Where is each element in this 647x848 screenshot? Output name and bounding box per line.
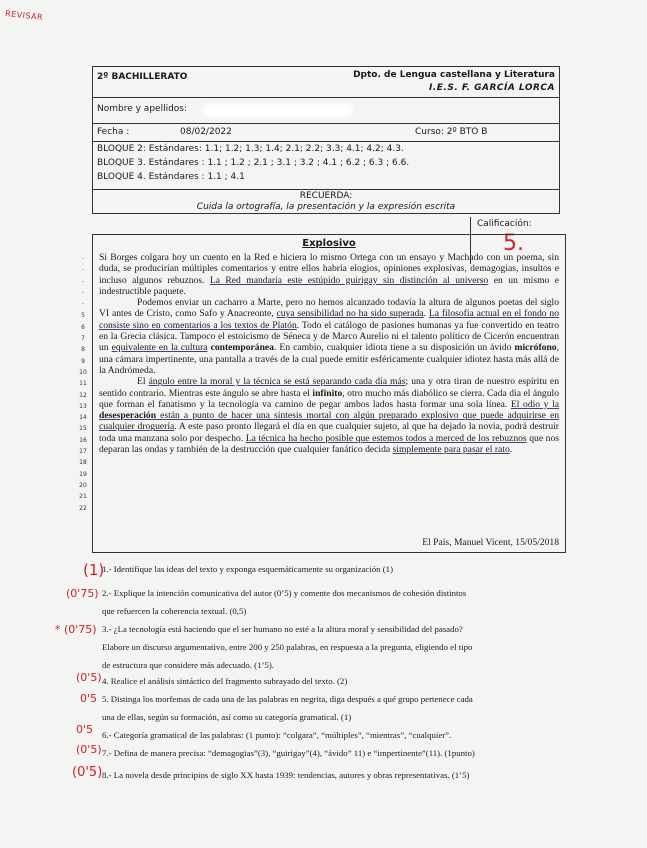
department-label: Dpto. de Lengua castellana y Literatura bbox=[353, 70, 555, 80]
question-text: 4. Realice el análisis sintáctico del fragmento subrayado del texto. (2) bbox=[102, 676, 348, 686]
question-text: 1.- Identifique las ideas del texto y exponga esquemáticamente su organización (1) bbox=[102, 564, 394, 574]
article-body bbox=[99, 252, 559, 455]
question-text-cont: una de ellas, según su formación, así como su categoría gramatical. (1) bbox=[102, 712, 352, 722]
score-mark: * (0'75) bbox=[55, 623, 97, 636]
question-text: 6.- Categoría gramatical de las palabras: (1 punto): “colgara”, “múltiples”, “mientras”, “cualquier”. bbox=[102, 730, 452, 740]
question-text: 3.- ¿La tecnología está haciendo que el ser humano no esté a la altura moral y sensibilidad del pasado? bbox=[102, 624, 463, 634]
margin-line-numbers: · · · · · 5 6 7 8 9 10 11 12 13 14 15 16 17 18 19 20 21 22 bbox=[79, 256, 87, 512]
header-row-course bbox=[93, 67, 559, 98]
course-label: 2º BACHILLERATO bbox=[97, 72, 188, 82]
article-box bbox=[92, 234, 566, 553]
article-paragraph: Podemos enviar un cacharro a Marte, pero no hemos alcanzado todavía la altura de algunos poetas del siglo VI antes de Cristo, como Safo y Anacreonte, cuya sensibilidad no ha sido superada. La filosofía actual en el fondo no consiste sino en comentarios a los textos de Platón. Todo el catálogo de pasiones humanas ya fue convertido en teatro en la Grecia clásica. Tampoco el estoicismo de Séneca y de Marco Aurelio ni el talento político de Cicerón encuentran un equivalente en la cultura contemporánea. En cambio, cualquier idiota tiene a su disposición un ávido micrófono, una cámara impertinente, una pantalla a través de la cual puede emitir esféricamente cualquier idiotez hasta más allá de la Andrómeda. bbox=[99, 297, 560, 376]
score-mark: (0'75) bbox=[66, 587, 99, 600]
question-item bbox=[102, 726, 570, 744]
question-item bbox=[102, 560, 570, 578]
date-value: 08/02/2022 bbox=[180, 127, 232, 137]
bloque3-text: BLOQUE 3. Estándares : 1.1 ; 1.2 ; 2.1 ; 3.1 ; 3.2 ; 4.1 ; 6.2 ; 6.3 ; 6.6. bbox=[97, 158, 410, 168]
article-paragraph: Si Borges colgara hoy un cuento en la Red e hiciera lo mismo Ortega con un ensayo y Machado con un poema, sin duda, se producirían múltiples comentarios y entre ellos habría elogios, opiniones explosivas, demagogias, insultos e incluso algunos rebuznos. La Red mandaría este estúpido guirigay sin distinción al universo en un mismo e indestructible paquete. bbox=[99, 252, 560, 297]
question-text-cont: de estructura que considere más adecuado. (1’5). bbox=[102, 660, 274, 670]
recuerda-text: Cuida la ortografía, la presentación y la expresión escrita bbox=[196, 202, 456, 212]
score-mark: (0'5) bbox=[76, 671, 102, 684]
school-label: I.E.S. F. GARCÍA LORCA bbox=[429, 83, 555, 93]
header-row-name bbox=[93, 98, 559, 124]
score-mark: 0'5 bbox=[76, 723, 94, 736]
question-text: 8.- La novela desde principios de siglo XX hasta 1939: tendencias, autores y obras representativas. (1’5) bbox=[102, 770, 470, 780]
question-item bbox=[102, 584, 570, 620]
score-mark: (0'5) bbox=[72, 765, 103, 780]
article-paragraph: El ángulo entre la moral y la técnica se está separando cada día más; una y otra tiran de nuestro espíritu en sentido contrario. Mientras este ángulo se abre hasta el infinito, otro mucho más diabólico se cierra. Cada día el ángulo que forman el fanatismo y la tecnología va camino de pegar ambos lados hasta formar una sola línea. El odio y la desesperación están a punto de hacer una síntesis mortal con algún preparado explosivo que puede adquirirse en cualquier droguería. A este paso pronto llegará el día en que cualquier sujeto, al que ha dejado la novia, podrá destruir toda una manzana solo por despecho. La técnica ha hecho posible que estemos todos a merced de los rebuznos que nos deparan las ondas y también de la destrucción que cualquier fanático decida simplemente para pasar el rato. bbox=[99, 376, 560, 456]
date-label: Fecha : bbox=[97, 127, 130, 137]
question-item bbox=[102, 620, 570, 674]
article-title: Explosivo bbox=[302, 238, 356, 249]
bloque2-text: BLOQUE 2: Estándares: 1.1; 1.2; 1.3; 1.4; 2.1; 2.2; 3.3; 4.1; 4.2; 4.3. bbox=[97, 144, 404, 154]
name-redaction bbox=[203, 104, 353, 117]
question-text-cont: que refuercen la coherencia textual. (0,5) bbox=[102, 606, 247, 616]
question-text: 5. Distinga los morfemas de cada una de las palabras en negrita, diga después a qué grupo pertenece cada bbox=[102, 694, 473, 704]
question-item bbox=[102, 690, 570, 726]
revisar-annotation: REVISAR bbox=[4, 9, 44, 22]
score-mark: 0'5 bbox=[80, 692, 98, 705]
grade-value: 5. bbox=[503, 231, 524, 256]
question-text: 7.- Defina de manera precisa: “demagogias”(3), “guirigay”(4), “ávido” 11) e “impertinente”(11). (1punto) bbox=[102, 748, 475, 758]
calificacion-label: Calificación: bbox=[477, 219, 532, 229]
question-text-cont: Elabore un discurso argumentativo, entre 200 y 250 palabras, en respuesta a la pregunta, eligiendo el tipo bbox=[102, 642, 473, 652]
question-item bbox=[102, 744, 570, 762]
question-item bbox=[102, 672, 570, 690]
name-label: Nombre y apellidos: bbox=[97, 104, 188, 114]
score-mark: (1) bbox=[83, 561, 105, 579]
header-row-date bbox=[93, 124, 559, 142]
curso-label: Curso: 2º BTO B bbox=[415, 127, 488, 137]
bloque4-text: BLOQUE 4. Estándares : 1.1 ; 4.1 bbox=[97, 172, 245, 182]
score-mark: (0'5) bbox=[76, 743, 102, 756]
recuerda-label: RECUERDA: bbox=[299, 191, 353, 201]
question-text: 2.- Explique la intención comunicativa del autor (0’5) y comente dos mecanismos de cohesión distintos bbox=[102, 588, 467, 598]
question-item bbox=[102, 766, 570, 784]
article-source: El País, Manuel Vicent, 15/05/2018 bbox=[422, 537, 559, 548]
